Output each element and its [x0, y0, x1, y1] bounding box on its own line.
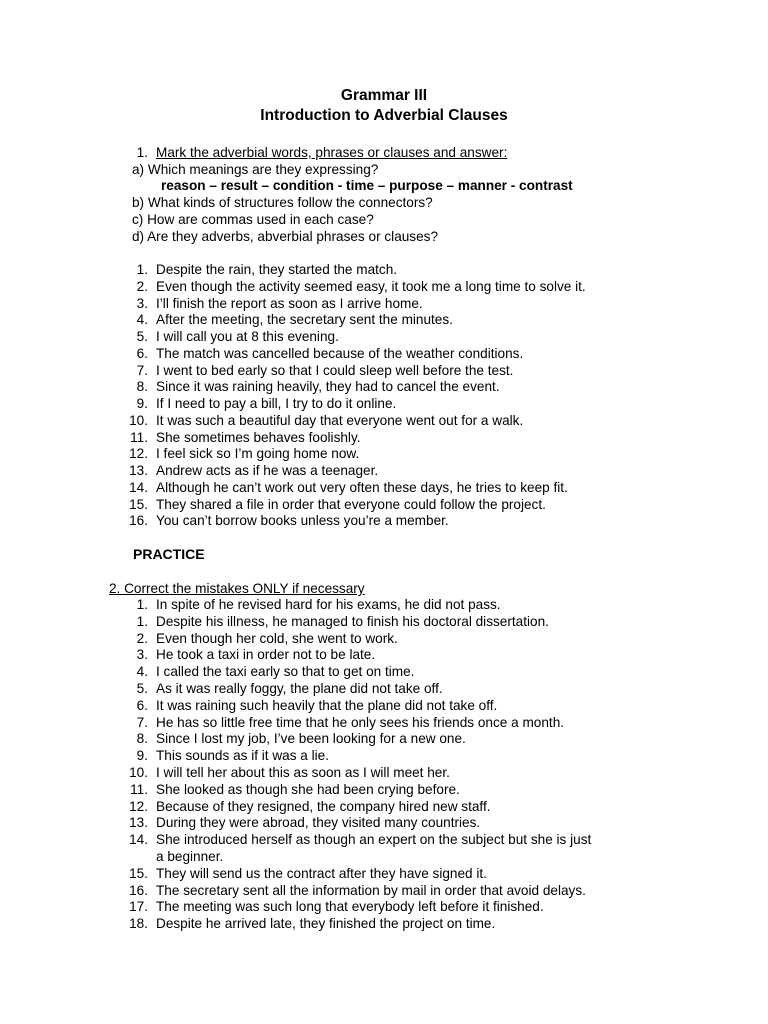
sentence-item-text: Although he can’t work out very often these days, he tries to keep fit.: [156, 479, 568, 495]
correction-item-number: 1.: [136, 613, 148, 629]
sentence-item-number: 6.: [136, 345, 148, 361]
section1-number: 1.: [136, 145, 148, 160]
correction-item-text: Despite he arrived late, they finished the project on time.: [156, 916, 496, 932]
correction-item-number: 4.: [136, 664, 148, 680]
correction-item-number: 7.: [136, 714, 148, 730]
sentence-item-number: 2.: [136, 278, 148, 294]
correction-item-text: Even though her cold, she went to work.: [156, 630, 398, 646]
correction-item-number: 5.: [136, 681, 148, 696]
sentence-item-text: Since it was raining heavily, they had to cancel the event.: [156, 379, 500, 395]
sentence-item-number: 3.: [136, 295, 148, 311]
correction-item-number: 1.: [136, 597, 148, 612]
correction-item-number: 17.: [129, 899, 148, 915]
correction-item-number: 12.: [129, 798, 148, 814]
sentence-item-number: 4.: [136, 312, 148, 328]
sentence-item-number: 1.: [136, 262, 148, 277]
correction-item-text: This sounds as if it was a lie.: [156, 748, 330, 764]
correction-item-text: She introduced herself as though an expert on the subject but she is just: [156, 832, 592, 848]
sentence-item-text: The match was cancelled because of the weather conditions.: [156, 345, 524, 361]
sentence-item-number: 15.: [129, 496, 148, 512]
sentence-item-number: 16.: [129, 513, 148, 529]
correction-item-text: As it was really foggy, the plane did not take off.: [156, 681, 443, 696]
correction-item-text: He took a taxi in order not to be late.: [156, 647, 376, 663]
document-subtitle: Introduction to Adverbial Clauses: [260, 107, 508, 124]
correction-item-text: I called the taxi early so that to get on time.: [156, 664, 415, 680]
correction-item-number: 6.: [136, 697, 148, 713]
sentence-item-text: She sometimes behaves foolishly.: [156, 429, 361, 445]
correction-item-text: The meeting was such long that everybody left before it finished.: [156, 899, 544, 915]
correction-item-text: In spite of he revised hard for his exams, he did not pass.: [156, 597, 501, 612]
correction-item-text: Despite his illness, he managed to finish his doctoral dissertation.: [156, 613, 549, 629]
sentence-item-number: 7.: [136, 362, 148, 378]
sentence-item-text: I’ll finish the report as soon as I arrive home.: [156, 295, 423, 311]
correction-item-text: It was raining such heavily that the plane did not take off.: [156, 697, 498, 713]
sentence-item-number: 5.: [136, 329, 148, 344]
sentence-item-number: 14.: [129, 479, 148, 495]
sentence-item-number: 12.: [129, 446, 148, 462]
correction-item-text: They will send us the contract after they have signed it.: [156, 865, 487, 881]
correction-item-number: 15.: [129, 865, 148, 881]
meanings-list: reason – result – condition - time – purpose – manner - contrast: [161, 178, 573, 193]
question-d: d) Are they adverbs, abverbial phrases or clauses?: [132, 229, 439, 244]
section2-heading: 2. Correct the mistakes ONLY if necessary: [109, 581, 365, 596]
sentence-item-text: After the meeting, the secretary sent the minutes.: [156, 312, 453, 328]
correction-item-number: 18.: [129, 916, 148, 932]
correction-item-text: a beginner.: [156, 849, 224, 864]
correction-item-text: Since I lost my job, I’ve been looking for a new one.: [156, 731, 466, 747]
correction-item-number: 2.: [136, 630, 148, 646]
sentence-item-number: 8.: [136, 379, 148, 395]
correction-item-text: She looked as though she had been crying before.: [156, 781, 460, 797]
sentence-item-text: Despite the rain, they started the match.: [156, 262, 398, 277]
question-a: a) Which meanings are they expressing?: [132, 162, 379, 177]
correction-item-number: 3.: [136, 647, 148, 663]
sentence-item-text: I went to bed early so that I could sleep well before the test.: [156, 362, 514, 378]
sentence-item-text: They shared a file in order that everyone could follow the project.: [156, 496, 546, 512]
document-title: Grammar III: [340, 87, 428, 104]
section1-heading: Mark the adverbial words, phrases or clauses and answer:: [156, 145, 508, 160]
question-b: b) What kinds of structures follow the connectors?: [132, 195, 433, 210]
correction-item-number: 10.: [129, 765, 148, 780]
practice-heading: PRACTICE: [133, 546, 205, 562]
sentence-item-number: 9.: [136, 396, 148, 411]
correction-item-number: 9.: [136, 748, 148, 764]
correction-item-text: He has so little free time that he only sees his friends once a month.: [156, 714, 565, 730]
correction-item-text: The secretary sent all the information by mail in order that avoid delays.: [156, 882, 586, 898]
question-c: c) How are commas used in each case?: [132, 212, 374, 227]
correction-item-number: 11.: [130, 781, 148, 797]
correction-item-text: During they were abroad, they visited many countries.: [156, 815, 481, 831]
correction-item-number: 13.: [129, 815, 148, 831]
sentence-item-number: 10.: [129, 412, 148, 428]
sentence-item-text: Even though the activity seemed easy, it took me a long time to solve it.: [156, 278, 586, 294]
sentence-item-text: It was such a beautiful day that everyone went out for a walk.: [156, 412, 524, 428]
correction-item-number: 8.: [136, 731, 148, 747]
sentence-item-text: You can’t borrow books unless you’re a member.: [156, 513, 449, 529]
sentence-item-text: If I need to pay a bill, I try to do it online.: [156, 396, 397, 411]
sentence-item-number: 11.: [130, 429, 148, 445]
sentence-item-text: I will call you at 8 this evening.: [156, 329, 339, 344]
correction-item-text: Because of they resigned, the company hired new staff.: [156, 798, 491, 814]
correction-item-number: 16.: [129, 882, 148, 898]
correction-item-text: I will tell her about this as soon as I will meet her.: [156, 765, 450, 780]
sentence-item-text: I feel sick so I’m going home now.: [156, 446, 360, 462]
sentence-item-number: 13.: [129, 463, 148, 478]
sentence-item-text: Andrew acts as if he was a teenager.: [156, 463, 379, 478]
correction-item-number: 14.: [129, 832, 148, 848]
